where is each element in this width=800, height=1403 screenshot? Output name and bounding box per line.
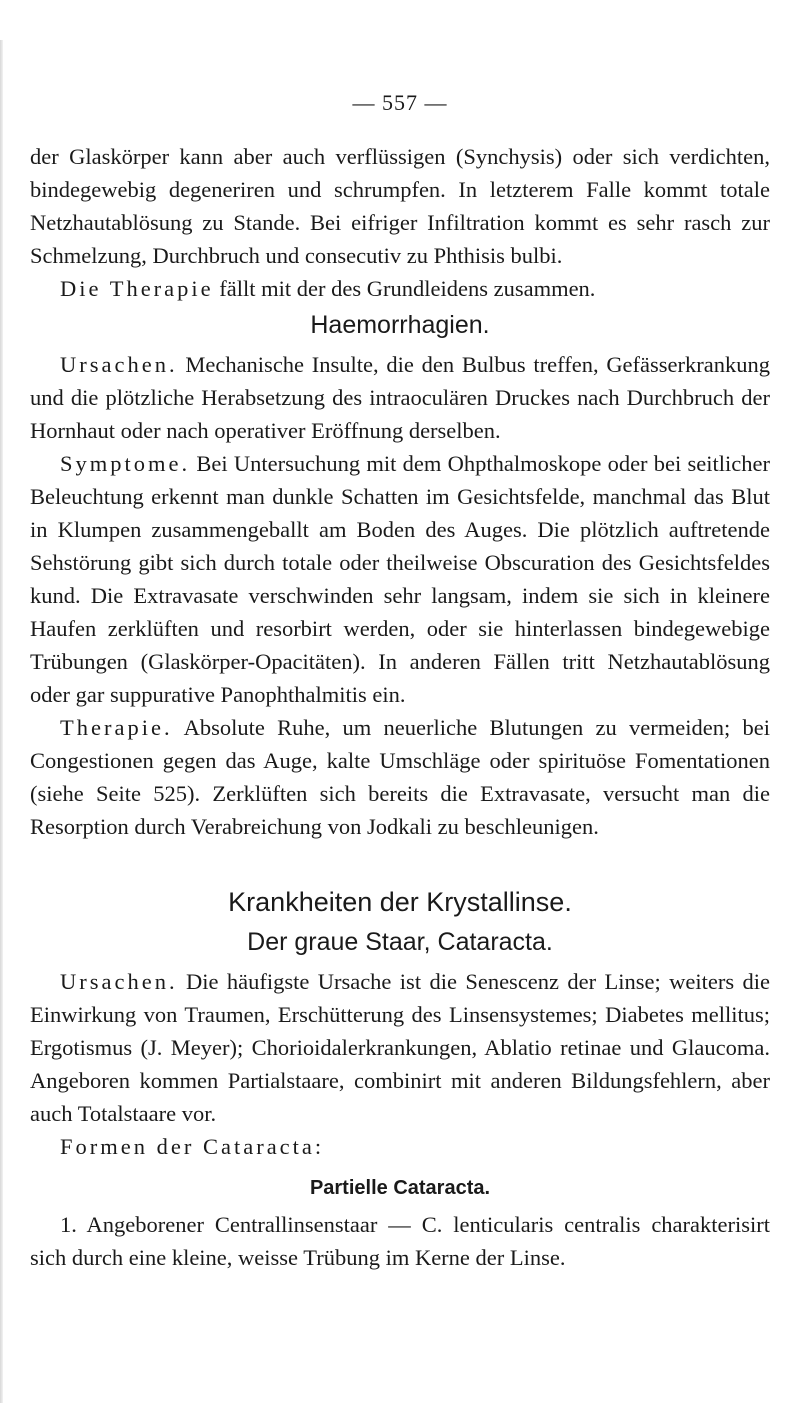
heading-partielle-cataracta: Partielle Cataracta. <box>309 1177 491 1199</box>
paragraph-therapie-1 <box>30 272 770 305</box>
paragraph-lead: Therapie. <box>60 715 173 740</box>
paragraph-therapie-2 <box>30 711 770 843</box>
paragraph-lead: Ursachen. <box>60 969 178 994</box>
paragraph-lead: Symptome. <box>60 451 191 476</box>
paragraph-symptome <box>30 447 770 711</box>
heading-grauer-staar: Der graue Staar, Cataracta. <box>247 928 553 956</box>
paragraph-lead: Ursachen. <box>60 352 178 377</box>
heading-haemorrhagien: Haemorrhagien. <box>310 311 490 339</box>
paragraph-centrallinsenstaar: 1. Angeborener Centrallinsenstaar — C. lenticularis centralis charakterisirt sich durch eine kleine, weisse Trübung im Kerne der Linse. <box>30 1212 770 1270</box>
paragraph-text: Bei Untersuchung mit dem Ohpthalmoskope oder bei seitlicher Beleuchtung erkennt man dunkle Schatten im Gesichtsfelde, manchmal das Blut in Klumpen zusammengeballt am Boden des Auges. Die plötzlich auftretende Sehstörung gibt sich durch totale oder theilweise Obscuration des Gesichtsfeldes kund. Die Extravasate verschwinden sehr langsam, indem sie sich in kleinere Haufen zerklüften und resorbirt werden, oder sie hinterlassen bindegewebige Trübungen (Glaskörper-Opacitäten). In anderen Fällen tritt Netzhautablösung oder gar suppurative Panophthalmitis ein. <box>30 451 770 707</box>
paragraph-ursachen-1 <box>30 348 770 447</box>
page-content <box>30 140 770 1274</box>
page-number: — 557 — <box>352 90 448 115</box>
paragraph-lead: Die Therapie <box>60 276 214 301</box>
paragraph-text: Mechanische Insulte, die den Bulbus treffen, Gefässerkrankung und die plötzliche Herabsetzung des intraoculären Druckes nach Durchbruch der Hornhaut oder nach operativer Eröffnung derselben. <box>30 352 770 443</box>
paragraph-formen: Formen der Cataracta: <box>60 1134 325 1159</box>
page-edge-shadow <box>0 40 3 1403</box>
paragraph-text: Die häufigste Ursache ist die Senescenz der Linse; weiters die Einwirkung von Traumen, Erschütterung des Linsensystemes; Diabetes mellitus; Ergotismus (J. Meyer); Chorioidalerkrankungen, Ablatio retinae und Glaucoma. Angeboren kommen Partialstaare, combinirt mit anderen Bildungsfehlern, aber auch Totalstaare vor. <box>30 969 770 1126</box>
paragraph-text: Absolute Ruhe, um neuerliche Blutungen zu vermeiden; bei Congestionen gegen das Auge, kalte Umschläge oder spirituöse Fomentationen (siehe Seite 525). Zerklüften sich bereits die Extravasate, versucht man die Resorption durch Verabreichung von Jodkali zu beschleunigen. <box>30 715 770 839</box>
paragraph-glaskoerper: der Glaskörper kann aber auch verflüssigen (Synchysis) oder sich verdichten, bindegewebig degeneriren und schrumpfen. In letzterem Falle kommt totale Netzhautablösung zu Stande. Bei eifriger Infiltration kommt es sehr rasch zur Schmelzung, Durchbruch und consecutiv zu Phthisis bulbi. <box>30 144 770 268</box>
heading-krystallinse: Krankheiten der Krystallinse. <box>228 887 572 917</box>
paragraph-text: fällt mit der des Grundleidens zusammen. <box>213 276 596 301</box>
paragraph-ursachen-2 <box>30 965 770 1130</box>
